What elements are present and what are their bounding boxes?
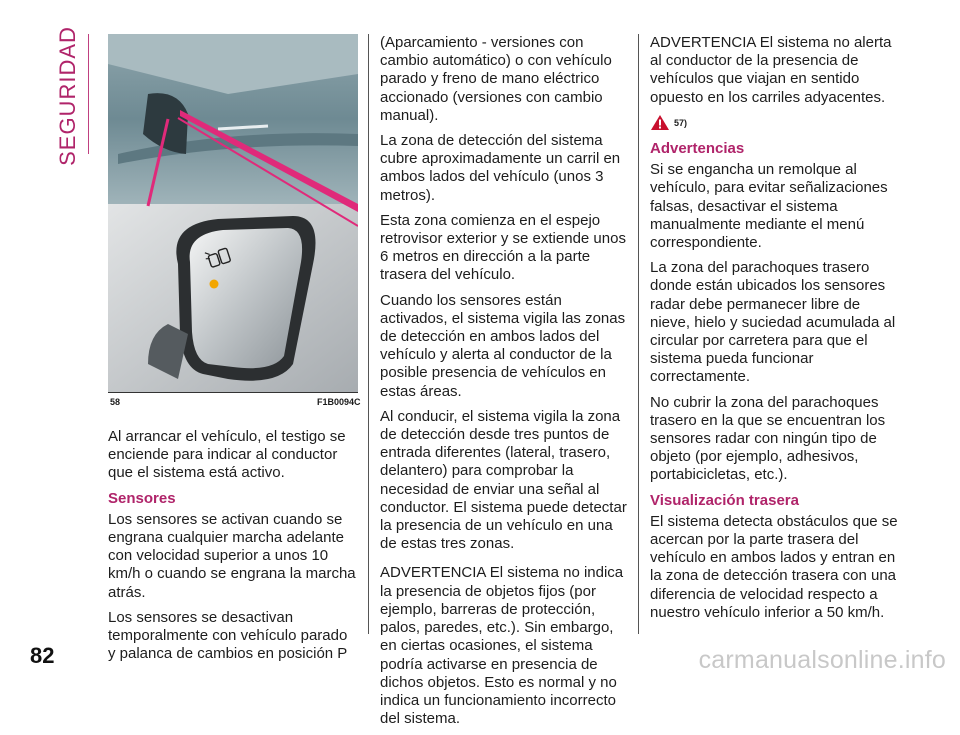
heading-advertencias: Advertencias [650, 140, 745, 158]
col2-warning-paragraph: ADVERTENCIA El sistema no indica la presencia de objetos fijos (por ejemplo, barreras de protección, palos, paredes, etc.). Sin embargo, en ciertas ocasiones, el sistema podría activarse en presencia de dichos objetos. Esto es normal y no indica un funcionamiento incorrecto del sistema. [380, 564, 624, 728]
page-number: 82 [30, 643, 55, 668]
heading-visualizacion-trasera: Visualización trasera [650, 491, 799, 509]
col2-paragraph-2: La zona de detección del sistema cubre aproximadamente un carril en ambos lados del vehículo (unos 3 metros). [380, 132, 621, 204]
warning-triangle-icon [650, 114, 670, 131]
column-divider-2 [638, 34, 639, 634]
sensores-paragraph-1: Los sensores se activan cuando se engrana cualquier marcha adelante con velocidad superior a unos 10 km/h o cuando se engrana la marcha atrás. [108, 510, 356, 601]
figure-mirror-illustration [108, 34, 358, 392]
figure-number: 58 [110, 397, 121, 407]
col2-paragraph-5: Al conducir, el sistema vigila la zona de detección desde tres puntos de entrada diferentes (lateral, trasero, delantero) para comprobar la necesidad de enviar una señal al conductor. El sistema puede detectar la presencia de un vehículo en una de estas tres zonas. [380, 407, 627, 553]
heading-sensores: Sensores [108, 489, 176, 507]
col2-paragraph-3: Esta zona comienza en el espejo retrovisor exterior y se extiende unos 6 metros en dirección a la parte trasera del vehículo. [380, 211, 626, 284]
section-tab-line [88, 34, 89, 154]
sensores-paragraph-2: Los sensores se desactivan temporalmente con vehículo parado y palanca de cambios en posición P [108, 608, 348, 663]
figure-code: F1B0094C [317, 397, 361, 407]
col3-warning-paragraph: ADVERTENCIA El sistema no alerta al conductor de la presencia de vehículos que viajan en sentido opuesto en los carriles adyacentes. [650, 34, 892, 106]
warning-reference-number: 57) [674, 117, 688, 128]
visualizacion-paragraph: El sistema detecta obstáculos que se acercan por la parte trasera del vehículo en ambos lados y entran en la zona de detección trasera con una diferencia de velocidad respecto a nuestro vehículo inferior a 50 km/h. [650, 512, 898, 621]
figure-caption-rule [108, 392, 358, 393]
column-3 [650, 34, 900, 629]
watermark: carmanualsonline.info [698, 646, 946, 674]
section-tab-label: SEGURIDAD [55, 26, 81, 166]
mirror-glass [190, 228, 302, 368]
indicator-light [210, 280, 219, 289]
section-tab [55, 26, 81, 166]
intro-paragraph: Al arrancar el vehículo, el testigo se enciende para indicar al conductor que el sistema está activo. [108, 428, 346, 482]
advertencias-paragraph-3: No cubrir la zona del parachoques trasero en la que se encuentran los sensores radar con ningún tipo de objeto (por ejemplo, adhesivos, portabicicletas, etc.). [650, 393, 886, 484]
column-divider-1 [368, 34, 369, 634]
column-2 [380, 34, 632, 735]
mirror-illustration [108, 34, 358, 392]
col2-paragraph-4: Cuando los sensores están activados, el sistema vigila las zonas de detección en ambos lados del vehículo y alerta al conductor de la posible presencia de vehículos en estas áreas. [380, 291, 626, 400]
warning-reference [650, 114, 900, 132]
col2-paragraph-1: (Aparcamiento - versiones con cambio automático) o con vehículo parado y freno de mano eléctrico accionado (versiones con cambio manual). [380, 34, 612, 124]
column-1 [108, 428, 358, 670]
advertencias-paragraph-1: Si se engancha un remolque al vehículo, para evitar señalizaciones falsas, desactivar el sistema manualmente mediante el menú correspondiente. [650, 161, 888, 252]
advertencias-paragraph-2: La zona del parachoques trasero donde están ubicados los sensores radar debe permanecer libre de nieve, hielo y suciedad acumulada al circular por carretera para que el sistema pueda funcionar correctamente. [650, 259, 896, 386]
